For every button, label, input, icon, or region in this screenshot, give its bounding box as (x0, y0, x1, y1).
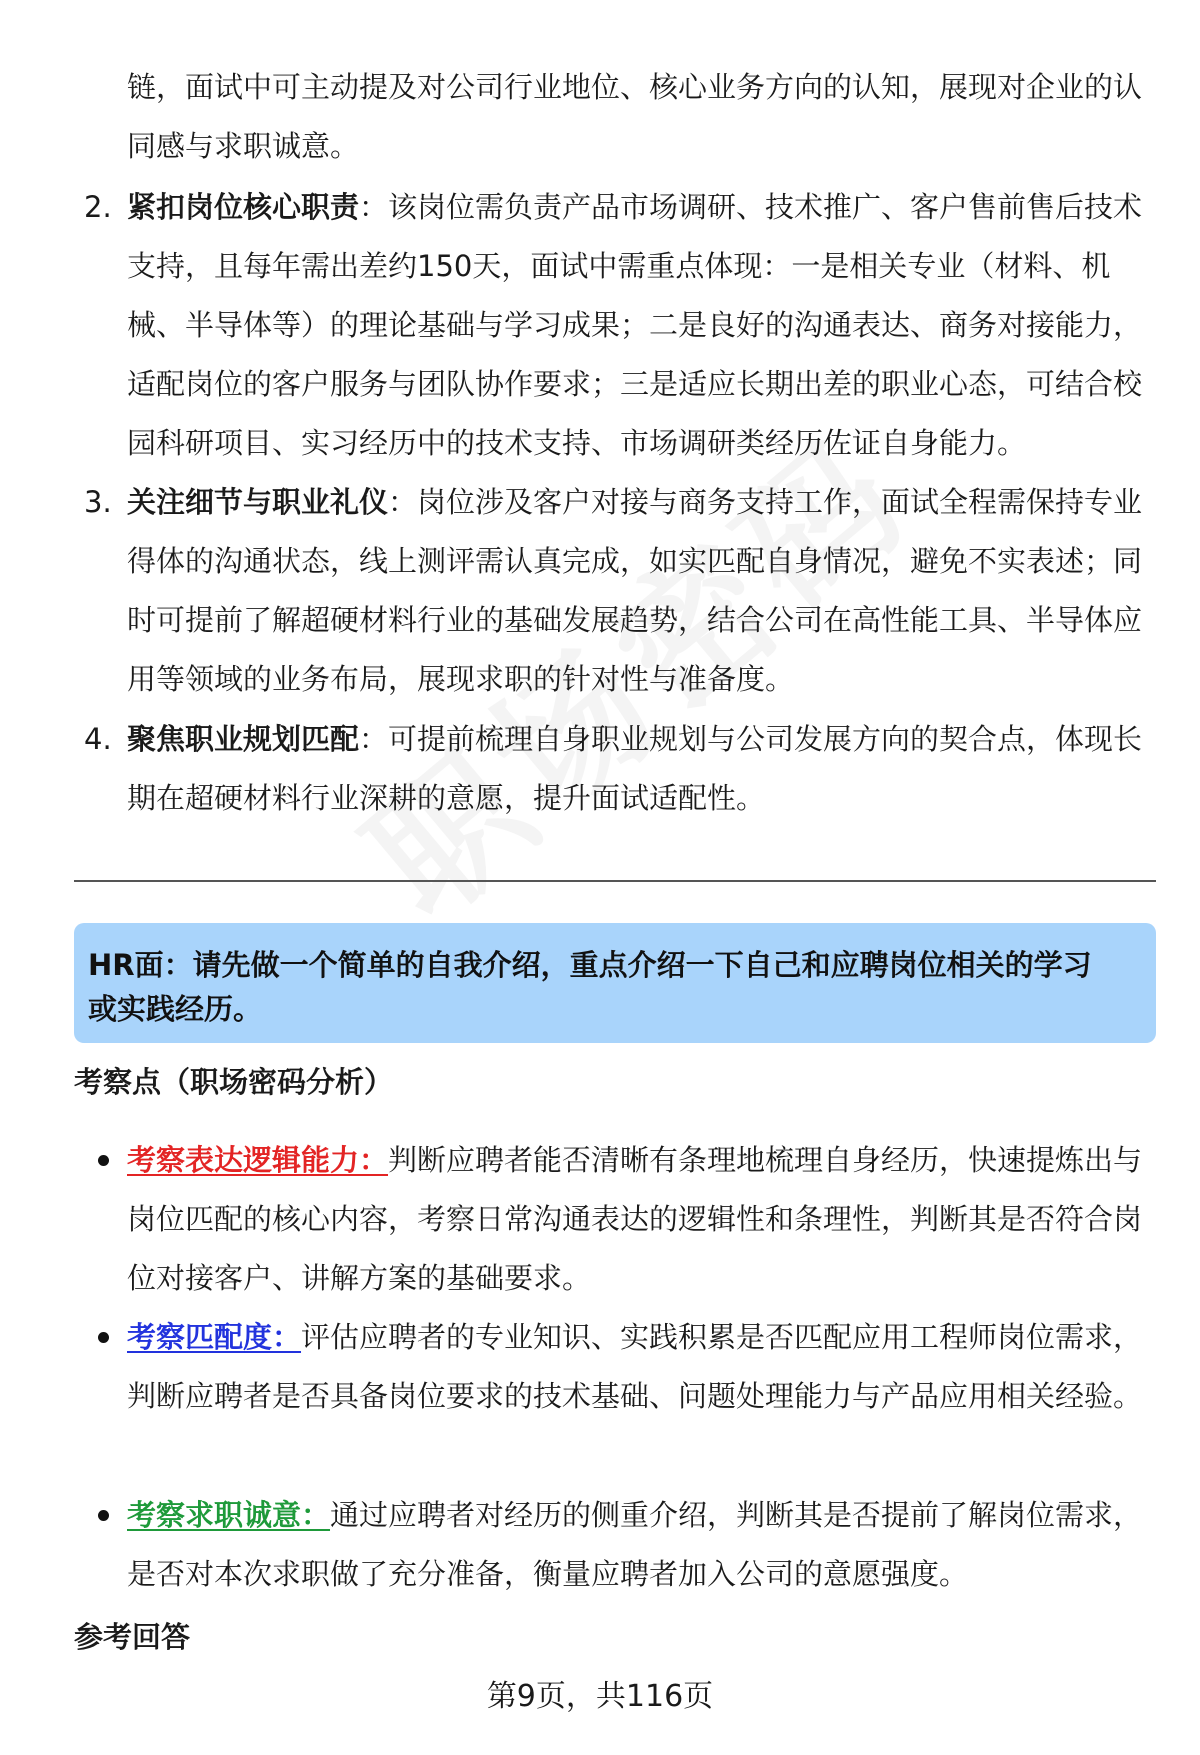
continued-paragraph: 链，面试中可主动提及对公司行业地位、核心业务方向的认知，展现对企业的认同感与求职诚意。 (127, 70, 1143, 163)
answer-heading: 参考回答 (74, 1620, 191, 1654)
section-divider (74, 880, 1156, 882)
item-body (127, 473, 1147, 709)
bullet-dot (98, 1510, 109, 1521)
point-body (127, 1486, 1147, 1604)
item-title: 聚焦职业规划匹配 (127, 722, 360, 756)
bullet-dot (98, 1155, 109, 1166)
item-text: ：该岗位需负责产品市场调研、技术推广、客户售前售后技术支持，且每年需出差约150天，面试中需重点体现：一是相关专业（材料、机械、半导体等）的理论基础与学习成果；二是良好的沟通表达、商务对接能力，适配岗位的客户服务与团队协作要求；三是适应长期出差的职业心态，可结合校园科研项目、实习经历中的技术支持、市场调研类经历佐证自身能力。 (127, 190, 1143, 460)
page-number: 第9页，共116页 (486, 1679, 714, 1714)
point-body (127, 1308, 1147, 1426)
bullet-dot (98, 1332, 109, 1343)
item-number: 4. (84, 722, 112, 756)
point-tag: 考察匹配度： (127, 1320, 302, 1354)
point-text: 通过应聘者对经历的侧重介绍，判断其是否提前了解岗位需求，是否对本次求职做了充分准备，衡量应聘者加入公司的意愿强度。 (127, 1498, 1143, 1591)
item-body (127, 710, 1147, 828)
point-text: 判断应聘者能否清晰有条理地梳理自身经历，快速提炼出与岗位匹配的核心内容，考察日常沟通表达的逻辑性和条理性，判断其是否符合岗位对接客户、讲解方案的基础要求。 (127, 1143, 1143, 1295)
question-text: HR面：请先做一个简单的自我介绍，重点介绍一下自己和应聘岗位相关的学习或实践经历。 (88, 948, 1092, 1026)
point-text: 评估应聘者的专业知识、实践积累是否匹配应用工程师岗位需求，判断应聘者是否具备岗位要求的技术基础、问题处理能力与产品应用相关经验。 (127, 1320, 1143, 1413)
item-title: 关注细节与职业礼仪 (127, 485, 389, 519)
item-title: 紧扣岗位核心职责 (127, 190, 360, 224)
item-number: 2. (84, 190, 112, 224)
item-number: 3. (84, 485, 112, 519)
item-text: ：岗位涉及客户对接与商务支持工作，面试全程需保持专业得体的沟通状态，线上测评需认真完成，如实匹配自身情况，避免不实表述；同时可提前了解超硬材料行业的基础发展趋势，结合公司在高性能工具、半导体应用等领域的业务布局，展现求职的针对性与准备度。 (127, 485, 1143, 696)
item-text: ：可提前梳理自身职业规划与公司发展方向的契合点，体现长期在超硬材料行业深耕的意愿，提升面试适配性。 (127, 722, 1143, 815)
item-body (127, 178, 1147, 473)
point-tag: 考察求职诚意： (127, 1498, 331, 1532)
point-body (127, 1131, 1147, 1308)
analysis-heading: 考察点（职场密码分析） (74, 1065, 394, 1099)
question-box (74, 923, 1156, 1043)
point-tag: 考察表达逻辑能力： (127, 1143, 389, 1177)
